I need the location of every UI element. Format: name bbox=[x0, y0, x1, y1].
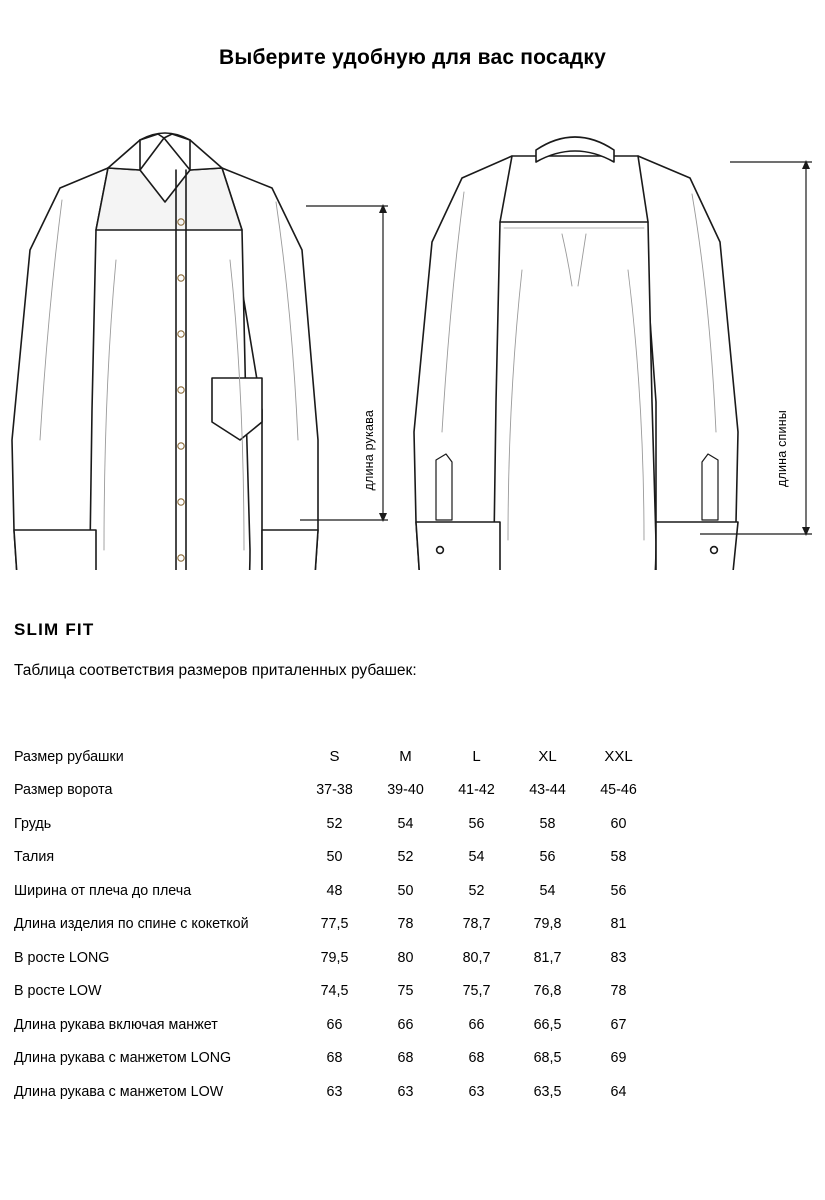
row-value: 58 bbox=[610, 849, 627, 866]
row-value: 48 bbox=[326, 882, 343, 899]
row-label: Длина изделия по спине с кокеткой bbox=[14, 916, 249, 933]
row-value: 80 bbox=[397, 949, 414, 966]
row-value: 43-44 bbox=[529, 782, 566, 799]
row-value: 78 bbox=[610, 983, 627, 1000]
table-row bbox=[14, 975, 654, 1009]
row-value: 37-38 bbox=[316, 782, 353, 799]
row-value: 68 bbox=[468, 1050, 485, 1067]
row-value: 81 bbox=[610, 916, 627, 933]
row-value: 69 bbox=[610, 1050, 627, 1067]
sleeve-length-label: длина рукава bbox=[362, 410, 376, 491]
fit-subtitle: Таблица соответствия размеров приталенных рубашек: bbox=[14, 662, 417, 679]
row-value: 79,8 bbox=[533, 916, 562, 933]
row-value: 81,7 bbox=[533, 949, 562, 966]
row-value: 39-40 bbox=[387, 782, 424, 799]
row-value: 78 bbox=[397, 916, 414, 933]
row-value: 52 bbox=[326, 815, 343, 832]
table-row bbox=[14, 941, 654, 975]
row-label: Ширина от плеча до плеча bbox=[14, 882, 192, 899]
row-value: 50 bbox=[397, 882, 414, 899]
row-value: 56 bbox=[610, 882, 627, 899]
table-header-s: S bbox=[329, 748, 340, 766]
row-value: 45-46 bbox=[600, 782, 637, 799]
row-label: Талия bbox=[14, 849, 55, 866]
fit-name: SLIM FIT bbox=[14, 620, 95, 639]
row-value: 54 bbox=[539, 882, 556, 899]
table-row bbox=[14, 1075, 654, 1109]
row-label: Размер ворота bbox=[14, 782, 113, 799]
row-value: 63 bbox=[397, 1083, 414, 1100]
shirt-front-illustration bbox=[0, 110, 400, 570]
table-header-m: M bbox=[399, 748, 412, 766]
table-row bbox=[14, 841, 654, 875]
row-value: 52 bbox=[397, 849, 414, 866]
row-value: 60 bbox=[610, 815, 627, 832]
page-title: Выберите удобную для вас посадку bbox=[218, 46, 607, 69]
back-length-label: длина спины bbox=[775, 410, 789, 487]
table-header-row bbox=[14, 740, 654, 774]
table-row bbox=[14, 1042, 654, 1076]
row-value: 64 bbox=[610, 1083, 627, 1100]
row-value: 52 bbox=[468, 882, 485, 899]
row-value: 66 bbox=[397, 1016, 414, 1033]
table-row bbox=[14, 774, 654, 808]
size-table bbox=[14, 740, 654, 1109]
table-row bbox=[14, 807, 654, 841]
row-label: В росте LONG bbox=[14, 949, 110, 966]
row-value: 58 bbox=[539, 815, 556, 832]
row-value: 74,5 bbox=[320, 983, 349, 1000]
row-value: 83 bbox=[610, 949, 627, 966]
row-value: 66 bbox=[326, 1016, 343, 1033]
row-value: 63 bbox=[326, 1083, 343, 1100]
row-value: 75 bbox=[397, 983, 414, 1000]
table-body bbox=[14, 774, 654, 1109]
table-row bbox=[14, 1008, 654, 1042]
table-header-l: L bbox=[472, 748, 481, 766]
row-value: 66 bbox=[468, 1016, 485, 1033]
table-row bbox=[14, 874, 654, 908]
row-value: 50 bbox=[326, 849, 343, 866]
table-row bbox=[14, 908, 654, 942]
row-value: 63,5 bbox=[533, 1083, 562, 1100]
row-value: 41-42 bbox=[458, 782, 495, 799]
row-value: 67 bbox=[610, 1016, 627, 1033]
row-label: Длина рукава с манжетом LOW bbox=[14, 1083, 224, 1100]
row-value: 68,5 bbox=[533, 1050, 562, 1067]
row-value: 54 bbox=[397, 815, 414, 832]
row-label: В росте LOW bbox=[14, 983, 102, 1000]
table-header-xxl: XXL bbox=[604, 748, 633, 766]
row-label: Грудь bbox=[14, 815, 52, 832]
row-value: 66,5 bbox=[533, 1016, 562, 1033]
row-value: 75,7 bbox=[462, 983, 491, 1000]
row-value: 79,5 bbox=[320, 949, 349, 966]
table-header-row-label: Размер рубашки bbox=[14, 748, 124, 765]
row-label: Длина рукава с манжетом LONG bbox=[14, 1050, 232, 1067]
row-value: 78,7 bbox=[462, 916, 491, 933]
shirt-diagram-area bbox=[0, 110, 825, 570]
row-value: 56 bbox=[468, 815, 485, 832]
row-label: Длина рукава включая манжет bbox=[14, 1016, 218, 1033]
table-header-xl: XL bbox=[538, 748, 557, 766]
row-value: 68 bbox=[326, 1050, 343, 1067]
row-value: 76,8 bbox=[533, 983, 562, 1000]
row-value: 68 bbox=[397, 1050, 414, 1067]
row-value: 77,5 bbox=[320, 916, 349, 933]
row-value: 54 bbox=[468, 849, 485, 866]
row-value: 80,7 bbox=[462, 949, 491, 966]
row-value: 63 bbox=[468, 1083, 485, 1100]
shirt-back-illustration bbox=[400, 110, 820, 570]
row-value: 56 bbox=[539, 849, 556, 866]
